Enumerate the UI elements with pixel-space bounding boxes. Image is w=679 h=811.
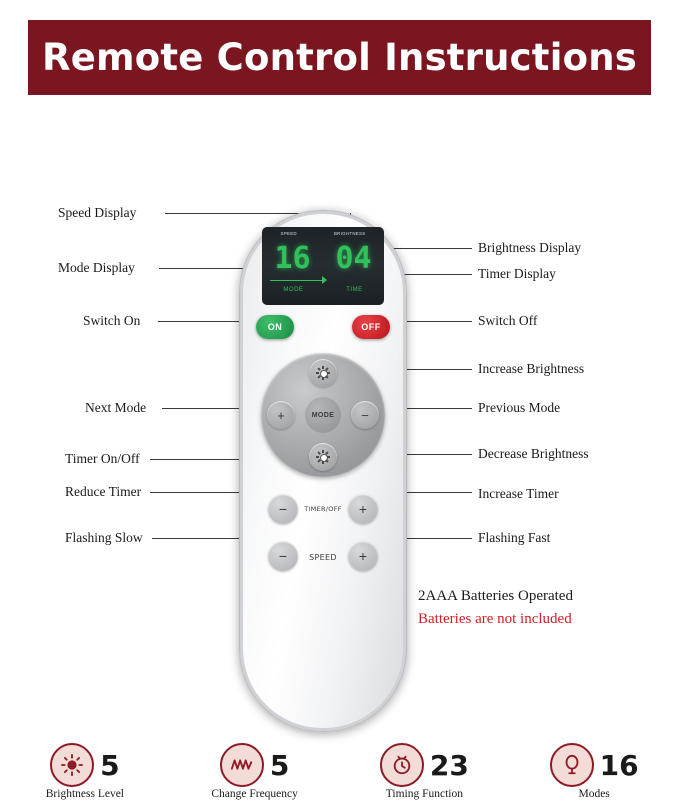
feature-number: 16 bbox=[599, 748, 639, 782]
clock-icon bbox=[380, 743, 424, 787]
increase-timer-button[interactable]: + bbox=[348, 494, 378, 524]
callout-next-mode: Next Mode bbox=[85, 400, 147, 415]
remote-display-screen bbox=[262, 227, 384, 305]
display-bottom-labels bbox=[262, 287, 384, 293]
remote-control-body bbox=[239, 210, 407, 732]
callout-timer-on-off: Timer On/Off bbox=[65, 451, 140, 466]
callout-switch-off: Switch Off bbox=[478, 313, 538, 328]
callout-flashing-fast: Flashing Fast bbox=[478, 530, 551, 545]
display-arrow bbox=[268, 275, 378, 285]
reduce-timer-button[interactable]: − bbox=[268, 494, 298, 524]
leader-line bbox=[158, 321, 252, 322]
display-label-speed: SPEED bbox=[280, 231, 297, 236]
callout-increase-brightness: Increase Brightness bbox=[478, 361, 585, 376]
flashing-fast-button[interactable]: + bbox=[348, 541, 378, 571]
mode-pad bbox=[261, 353, 385, 477]
callout-increase-timer: Increase Timer bbox=[478, 486, 559, 501]
callout-switch-on: Switch On bbox=[83, 313, 141, 328]
power-on-button[interactable]: ON bbox=[256, 315, 294, 339]
feature-number: 5 bbox=[100, 748, 120, 782]
feature-brightness-level bbox=[5, 743, 165, 800]
callout-brightness-display: Brightness Display bbox=[478, 240, 582, 255]
callout-mode-display: Mode Display bbox=[58, 260, 135, 275]
leader-line bbox=[162, 408, 248, 409]
callout-timer-display: Timer Display bbox=[478, 266, 556, 281]
feature-change-frequency bbox=[175, 743, 335, 800]
frequency-wave-icon bbox=[220, 743, 264, 787]
brightness-up-icon bbox=[316, 366, 330, 380]
modes-bulb-icon bbox=[550, 743, 594, 787]
display-label-brightness: BRIGHTNESS bbox=[333, 231, 366, 236]
display-label-time: TIME bbox=[346, 287, 363, 293]
next-mode-button[interactable]: + bbox=[267, 401, 295, 429]
mode-label: MODE bbox=[305, 397, 341, 433]
remote-diagram bbox=[0, 95, 679, 735]
timer-value: 04 bbox=[335, 241, 372, 276]
battery-warning: Batteries are not included bbox=[418, 611, 572, 627]
callout-previous-mode: Previous Mode bbox=[478, 400, 561, 415]
callout-reduce-timer: Reduce Timer bbox=[65, 484, 142, 499]
page-title: Remote Control Instructions bbox=[42, 36, 637, 79]
callout-decrease-brightness: Decrease Brightness bbox=[478, 446, 589, 461]
increase-brightness-button[interactable] bbox=[309, 359, 337, 387]
display-top-labels bbox=[262, 231, 384, 236]
feature-caption: Timing Function bbox=[385, 788, 463, 800]
callout-flashing-slow: Flashing Slow bbox=[65, 530, 143, 545]
timer-off-label: TIMER/OFF bbox=[304, 505, 342, 513]
brightness-down-icon bbox=[316, 450, 330, 464]
page-header bbox=[28, 20, 651, 95]
display-label-mode: MODE bbox=[283, 287, 304, 293]
feature-number: 23 bbox=[429, 748, 469, 782]
power-off-button[interactable]: OFF bbox=[352, 315, 390, 339]
display-digits bbox=[262, 241, 384, 276]
callout-speed-display: Speed Display bbox=[58, 205, 137, 220]
brightness-icon bbox=[50, 743, 94, 787]
decrease-brightness-button[interactable] bbox=[309, 443, 337, 471]
feature-caption: Change Frequency bbox=[211, 788, 298, 800]
feature-timing-function bbox=[344, 743, 504, 800]
mode-value: 16 bbox=[274, 241, 311, 276]
flashing-slow-button[interactable]: − bbox=[268, 541, 298, 571]
speed-label: SPEED bbox=[309, 553, 337, 562]
previous-mode-button[interactable]: − bbox=[351, 401, 379, 429]
feature-caption: Modes bbox=[578, 788, 610, 800]
feature-caption: Brightness Level bbox=[45, 788, 124, 800]
feature-modes bbox=[514, 743, 674, 800]
feature-bar bbox=[0, 737, 679, 811]
battery-note: 2AAA Batteries Operated bbox=[418, 588, 573, 604]
feature-number: 5 bbox=[269, 748, 290, 782]
